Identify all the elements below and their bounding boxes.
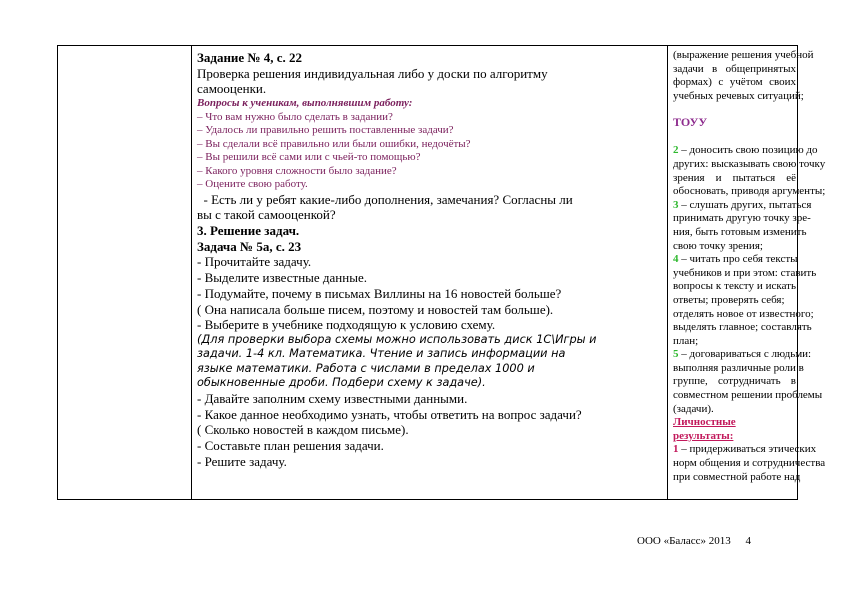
uud-text: ния, быть готовым изменить [673,225,807,238]
uud-text: норм общения и сотрудничества [673,457,826,470]
step-line: - Подумайте, почему в письмах Виллины на 16 новостей больше? [197,285,562,301]
item-number: 5 [673,348,679,361]
uud-text: учебников и при этом: ставить [673,266,817,279]
uud-text: принимать другую точку зре- [673,212,811,225]
personal-results-heading: Личностные результаты: [673,416,736,442]
note-line: задачи. 1-4 кл. Математика. Чтение и запись информации на [197,347,566,361]
content-column [192,46,668,499]
step-line: - Составьте план решения задачи. [197,438,384,454]
uud-text: (выражение решения учебной [673,49,814,61]
item-text: – договариваться с людьми: [678,348,812,361]
question-item: – Оцените свою работу. [197,178,308,191]
uud-text: план; [673,334,699,347]
lesson-table [57,45,826,500]
uud-text: вопросы к тексту и искать [673,280,796,293]
footer-org: ООО «Баласс» 2013 [637,535,731,547]
uud-text: совместном решении проблемы [673,389,823,402]
uud-text: ответы; проверять себя; [673,293,785,306]
addition-line: - Есть ли у ребят какие-либо дополнения, замечания? Согласны ли [197,191,573,207]
question-item: – Вы сделали всё правильно или были ошибки, недочёты? [197,137,471,150]
question-item: – Какого уровня сложности было задание? [197,164,397,177]
uud-text: свою точку зрения; [673,239,763,252]
uud-text: выполняя различные роли в [673,361,804,374]
item-number: 1 [673,443,679,456]
questions-heading: Вопросы к ученикам, выполнявшим работу: [197,97,413,110]
question-item: – Что вам нужно было сделать в задании? [197,110,393,123]
note-line: (Для проверки выбора схемы можно использовать диск 1С\Игры и [197,332,597,346]
uud-item [673,443,817,457]
item-number: 2 [673,144,679,157]
uud-text: отделять новое от известного; [673,307,814,320]
toyy-heading: ТОУУ [673,115,708,130]
intro-line: самооценки. [197,81,267,97]
uud-text: задачи в общепринятых [673,62,796,75]
uud-text: при совместной работе над [673,470,801,483]
uud-text: выделять главное; составлять [673,321,812,334]
uud-column [668,46,826,499]
uud-text: группе, сотрудничать в [673,375,796,388]
uud-text: (задачи). [673,402,714,415]
uud-text: обосновать, приводя аргументы; [673,185,826,198]
task-title: Задание № 4, с. 22 [197,50,303,65]
uud-text: учебных речевых ситуаций; [673,89,804,102]
section-heading: 3. Решение задач. [197,223,300,239]
uud-item [673,348,812,362]
uud-item [673,198,812,213]
uud-text: формах) с учётом своих [673,76,796,89]
step-line: - Выделите известные данные. [197,270,367,286]
item-number: 3 [673,198,679,211]
item-text: – читать про себя тексты [678,253,798,266]
uud-item [673,144,818,158]
step-line: - Решите задачу. [197,453,287,469]
item-text: – доносить свою позицию до [678,144,818,157]
step-line: - Прочитайте задачу. [197,254,312,270]
uud-text: зрения и пытаться её [673,171,796,184]
question-item: – Вы решили всё сами или с чьей-то помощью? [197,151,421,164]
uud-text: других: высказывать свою точку [673,157,826,170]
step-line: ( Она написала больше писем, поэтому и новостей там больше). [197,301,554,317]
stage-column [58,46,192,499]
item-text: – придерживаться этических [678,443,817,456]
page-footer [637,535,751,547]
step-line: - Какое данное необходимо узнать, чтобы ответить на вопрос задачи? [197,406,582,422]
question-item: – Удалось ли правильно решить поставленные задачи? [197,124,454,137]
step-line: - Давайте заполним схему известными данными. [197,390,468,406]
item-number: 4 [673,253,679,266]
uud-item [673,253,796,267]
step-line: ( Сколько новостей в каждом письме). [197,422,409,438]
note-line: языке математики. Работа с числами в пределах 1000 и [197,361,535,375]
note-line: обыкновенные дроби. Подбери схему к задаче). [197,376,486,390]
item-text: – слушать других, пытаться [678,198,812,211]
page-number: 4 [745,535,752,547]
task-heading: Задача № 5а, с. 23 [197,238,302,254]
intro-line: Проверка решения индивидуальная либо у доски по алгоритму [197,65,548,81]
step-line: - Выберите в учебнике подходящую к условию схему. [197,317,496,333]
addition-line: вы с такой самооценкой? [197,207,336,223]
